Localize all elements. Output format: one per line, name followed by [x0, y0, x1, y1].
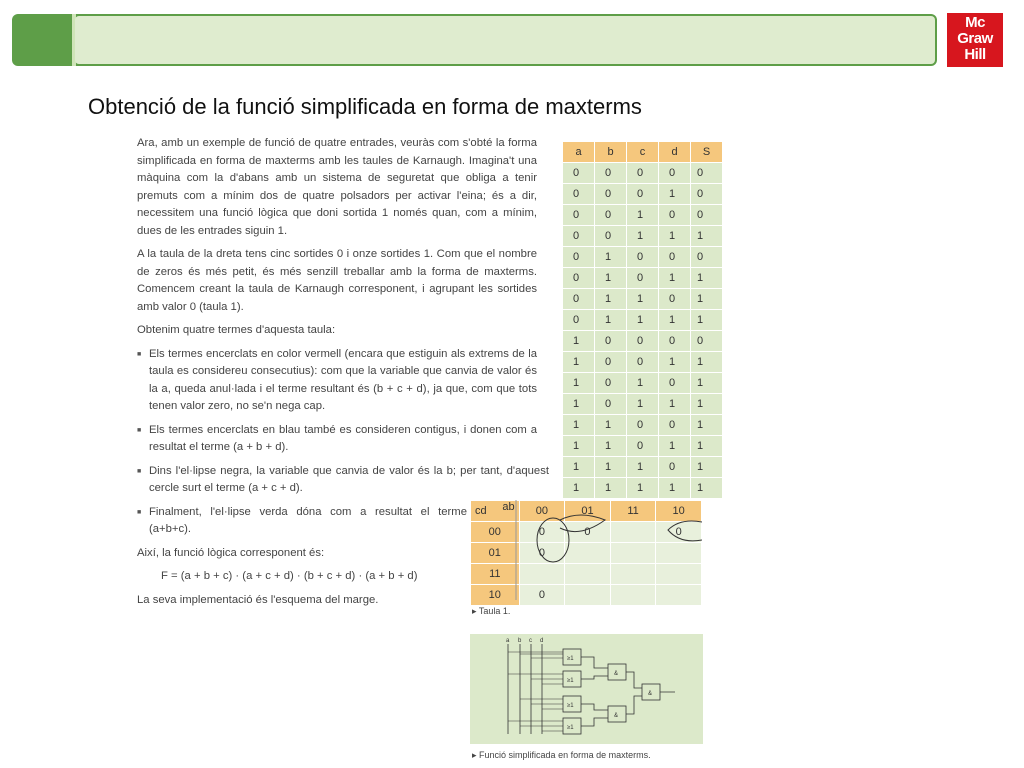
truth-table-cell: 1 [691, 415, 723, 436]
truth-table-cell: 0 [563, 205, 595, 226]
or-gate-label: ≥1 [567, 725, 574, 731]
truth-table-cell: 1 [659, 268, 691, 289]
truth-table-cell: 1 [691, 310, 723, 331]
paragraph: A la taula de la dreta tens cinc sortides 0 i onze sortides 1. Com que el nombre de zeros és més petit, és més senzill treballar amb la forma de maxterms. Comencem creant la taula de Karnaugh corresponent, i agrupant les sortides amb valor 0 (taula 1). [137, 248, 537, 313]
col-header: S [691, 142, 723, 163]
truth-table-cell: 1 [595, 436, 627, 457]
circuit-input-label: d [540, 638, 544, 644]
truth-table-cell: 0 [659, 415, 691, 436]
truth-table-cell: 0 [659, 205, 691, 226]
truth-table-cell: 1 [659, 310, 691, 331]
truth-table-cell: 0 [595, 205, 627, 226]
bullet-item: ■ Finalment, l'el·lipse verda dóna com a resultat el terme (a+b+c). [137, 504, 467, 539]
truth-table-cell: 0 [659, 247, 691, 268]
truth-table-cell: 0 [627, 352, 659, 373]
truth-table-cell: 1 [627, 373, 659, 394]
truth-table-cell: 1 [691, 394, 723, 415]
circuit-input-label: b [518, 638, 522, 644]
kmap-row-header: 00 [471, 522, 520, 543]
caption-arrow-icon: ▸ [472, 606, 479, 616]
truth-table-row [563, 205, 723, 226]
kmap-cell [565, 564, 611, 585]
kmap-col-header: 10 [656, 501, 702, 522]
circuit-connections [581, 657, 675, 726]
kmap-corner [471, 501, 520, 522]
paragraph: Així, la funció lògica corresponent és: [137, 546, 325, 559]
truth-table-cell: 0 [659, 163, 691, 184]
truth-table-cell: 1 [563, 478, 595, 499]
truth-table-row [563, 415, 723, 436]
truth-table-cell: 1 [595, 310, 627, 331]
paragraph: Obtenim quatre termes d'aquesta taula: [137, 324, 336, 336]
truth-table-cell: 1 [691, 289, 723, 310]
paragraph: Ara, amb un exemple de funció de quatre entrades, veuràs com s'obté la forma simplificada en forma de maxterms amb les taules de Karnaugh. Imagina't una màquina com la d'abans amb un sistema de seguretat que obliga a tenir premuts com a mínim dos de quatre polsadors per activar l'eina; és a dir, necessitem una funció lògica que doni sortida 1 només quan, com a mínim, dues de les entrades siguin 1. [137, 137, 537, 237]
truth-table-cell: 1 [595, 478, 627, 499]
truth-table-cell: 0 [659, 373, 691, 394]
page-title: Obtenció de la funció simplificada en forma de maxterms [88, 94, 642, 119]
kmap-cell [519, 564, 565, 585]
or-gate-label: ≥1 [567, 678, 574, 684]
truth-table-cell: 1 [563, 457, 595, 478]
truth-table-cell: 1 [627, 310, 659, 331]
truth-table-cell: 0 [691, 163, 723, 184]
bullet-item: ■ Dins l'el·lipse negra, la variable que canvia de valor és la b; per tant, d'aquest cercle surt el terme (a + c + d). [137, 463, 549, 498]
truth-table-cell: 1 [563, 373, 595, 394]
truth-table-cell: 1 [595, 415, 627, 436]
truth-table-cell: 1 [659, 184, 691, 205]
truth-table-row [563, 247, 723, 268]
truth-table-cell: 0 [659, 331, 691, 352]
kmap-col-header: 00 [519, 501, 565, 522]
truth-table-header [563, 142, 723, 163]
logo-line: Hill [964, 46, 986, 63]
truth-table-cell: 1 [627, 289, 659, 310]
truth-table-cell: 0 [563, 247, 595, 268]
truth-table-cell: 1 [627, 394, 659, 415]
header-panel [75, 16, 935, 64]
and-gate-label: & [614, 671, 619, 677]
caption-arrow-icon: ▸ [472, 750, 480, 760]
truth-table-cell: 0 [627, 163, 659, 184]
truth-table-row [563, 163, 723, 184]
truth-table-cell: 0 [691, 247, 723, 268]
truth-table-cell: 1 [691, 436, 723, 457]
truth-table-cell: 0 [563, 163, 595, 184]
truth-table-row [563, 268, 723, 289]
truth-table-cell: 0 [595, 373, 627, 394]
truth-table-cell: 0 [595, 394, 627, 415]
kmap-row-header: 11 [471, 564, 520, 585]
truth-table-cell: 0 [595, 331, 627, 352]
kmap-col-header: 01 [565, 501, 611, 522]
kmap-cell [565, 543, 611, 564]
truth-table-row [563, 184, 723, 205]
truth-table-cell: 1 [627, 478, 659, 499]
truth-table-row [563, 310, 723, 331]
truth-table-cell: 0 [627, 184, 659, 205]
truth-table-cell: 1 [691, 226, 723, 247]
truth-table-cell: 1 [563, 331, 595, 352]
truth-table-cell: 1 [627, 457, 659, 478]
circuit-input-wires [508, 652, 563, 731]
circuit-svg [470, 634, 703, 744]
or-gate-label: ≥1 [567, 656, 574, 662]
logo-line: Graw [957, 30, 993, 47]
truth-table-row [563, 373, 723, 394]
truth-table [562, 141, 723, 499]
kmap-corner-ab: ab [502, 501, 515, 513]
bullet-item: ■ Els termes encerclats en color vermell (encara que estiguin als extrems de la taula es considereu consecutius): com que la variable que canvia de valor és la a, queda anul·lada i el terme resultant és (b + c + d), ja que, com que tots tenen valor zero, no se'n nega cap. [137, 346, 537, 416]
kmap-col-header: 11 [610, 501, 656, 522]
and-gate-label: & [648, 691, 653, 697]
kmap-cell [610, 522, 656, 543]
truth-table-row [563, 352, 723, 373]
truth-table-row [563, 478, 723, 499]
truth-table-row [563, 436, 723, 457]
truth-table-cell: 0 [595, 352, 627, 373]
kmap-row-header: 01 [471, 543, 520, 564]
truth-table-row [563, 394, 723, 415]
circuit-diagram [470, 634, 703, 744]
kmap-cell [656, 585, 702, 606]
truth-table-cell: 0 [627, 415, 659, 436]
truth-table-cell: 0 [659, 289, 691, 310]
kmap-caption [472, 606, 510, 617]
truth-table-cell: 1 [659, 478, 691, 499]
truth-table-cell: 1 [659, 352, 691, 373]
circuit-input-label: a [506, 638, 510, 644]
truth-table-row [563, 226, 723, 247]
truth-table-cell: 0 [691, 331, 723, 352]
formula: F = (a + b + c) · (a + c + d) · (b + c + d) · (a + b + d) [161, 570, 418, 582]
truth-table-cell: 1 [659, 226, 691, 247]
kmap-cell [656, 543, 702, 564]
truth-table-cell: 1 [691, 478, 723, 499]
paragraph: La seva implementació és l'esquema del marge. [137, 593, 379, 606]
kmap-cell: 0 [519, 543, 565, 564]
truth-table-cell: 0 [627, 436, 659, 457]
truth-table-cell: 1 [627, 205, 659, 226]
truth-table-cell: 0 [691, 205, 723, 226]
kmap-cell: 0 [565, 522, 611, 543]
truth-table-cell: 1 [595, 457, 627, 478]
bullet-item: ■ Els termes encerclats en blau també es consideren contigus, i donen com a resultat el terme (a + b + d). [137, 422, 537, 457]
kmap-caption-text: Taula 1. [478, 606, 511, 616]
truth-table-cell: 1 [659, 394, 691, 415]
truth-table-cell: 1 [595, 289, 627, 310]
col-header: d [659, 142, 691, 163]
kmap-cell [565, 585, 611, 606]
truth-table-cell: 0 [659, 457, 691, 478]
col-header: b [595, 142, 627, 163]
and-gate-label: & [614, 713, 619, 719]
mcgraw-hill-logo [947, 13, 1003, 67]
truth-table-cell: 0 [563, 310, 595, 331]
circuit-caption [472, 750, 651, 761]
kmap-cell: 0 [519, 522, 565, 543]
truth-table-cell: 0 [563, 289, 595, 310]
col-header: a [563, 142, 595, 163]
truth-table-cell: 1 [595, 247, 627, 268]
truth-table-row [563, 331, 723, 352]
truth-table-cell: 0 [595, 226, 627, 247]
truth-table-cell: 0 [627, 247, 659, 268]
truth-table-cell: 1 [563, 436, 595, 457]
karnaugh-map [470, 500, 702, 600]
truth-table-cell: 0 [563, 184, 595, 205]
truth-table-cell: 1 [691, 352, 723, 373]
kmap-cell: 0 [519, 585, 565, 606]
truth-table-cell: 0 [691, 184, 723, 205]
karnaugh-table [470, 500, 702, 606]
truth-table-cell: 1 [691, 373, 723, 394]
circuit-caption-text: Funció simplificada en forma de maxterms. [479, 750, 651, 760]
kmap-cell [610, 585, 656, 606]
truth-table-cell: 0 [595, 163, 627, 184]
truth-table-cell: 1 [627, 226, 659, 247]
or-gate-label: ≥1 [567, 703, 574, 709]
kmap-cell [610, 543, 656, 564]
truth-table-cell: 1 [659, 436, 691, 457]
truth-table-cell: 0 [563, 268, 595, 289]
truth-table-cell: 1 [563, 352, 595, 373]
truth-table-cell: 0 [563, 226, 595, 247]
truth-table-cell: 1 [691, 457, 723, 478]
truth-table-cell: 1 [563, 394, 595, 415]
truth-table-body [563, 163, 723, 499]
circuit-input-label: c [529, 638, 532, 644]
truth-table-cell: 0 [627, 331, 659, 352]
logo-line: Mc [965, 14, 985, 31]
kmap-cell [610, 564, 656, 585]
truth-table-cell: 0 [595, 184, 627, 205]
kmap-row-header: 10 [471, 585, 520, 606]
kmap-cell: 0 [656, 522, 702, 543]
kmap-corner-cd: cd [475, 505, 487, 517]
truth-table-cell: 1 [563, 415, 595, 436]
col-header: c [627, 142, 659, 163]
truth-table-row [563, 289, 723, 310]
truth-table-row [563, 457, 723, 478]
truth-table-cell: 1 [595, 268, 627, 289]
truth-table-cell: 1 [691, 268, 723, 289]
kmap-cell [656, 564, 702, 585]
truth-table-cell: 0 [627, 268, 659, 289]
